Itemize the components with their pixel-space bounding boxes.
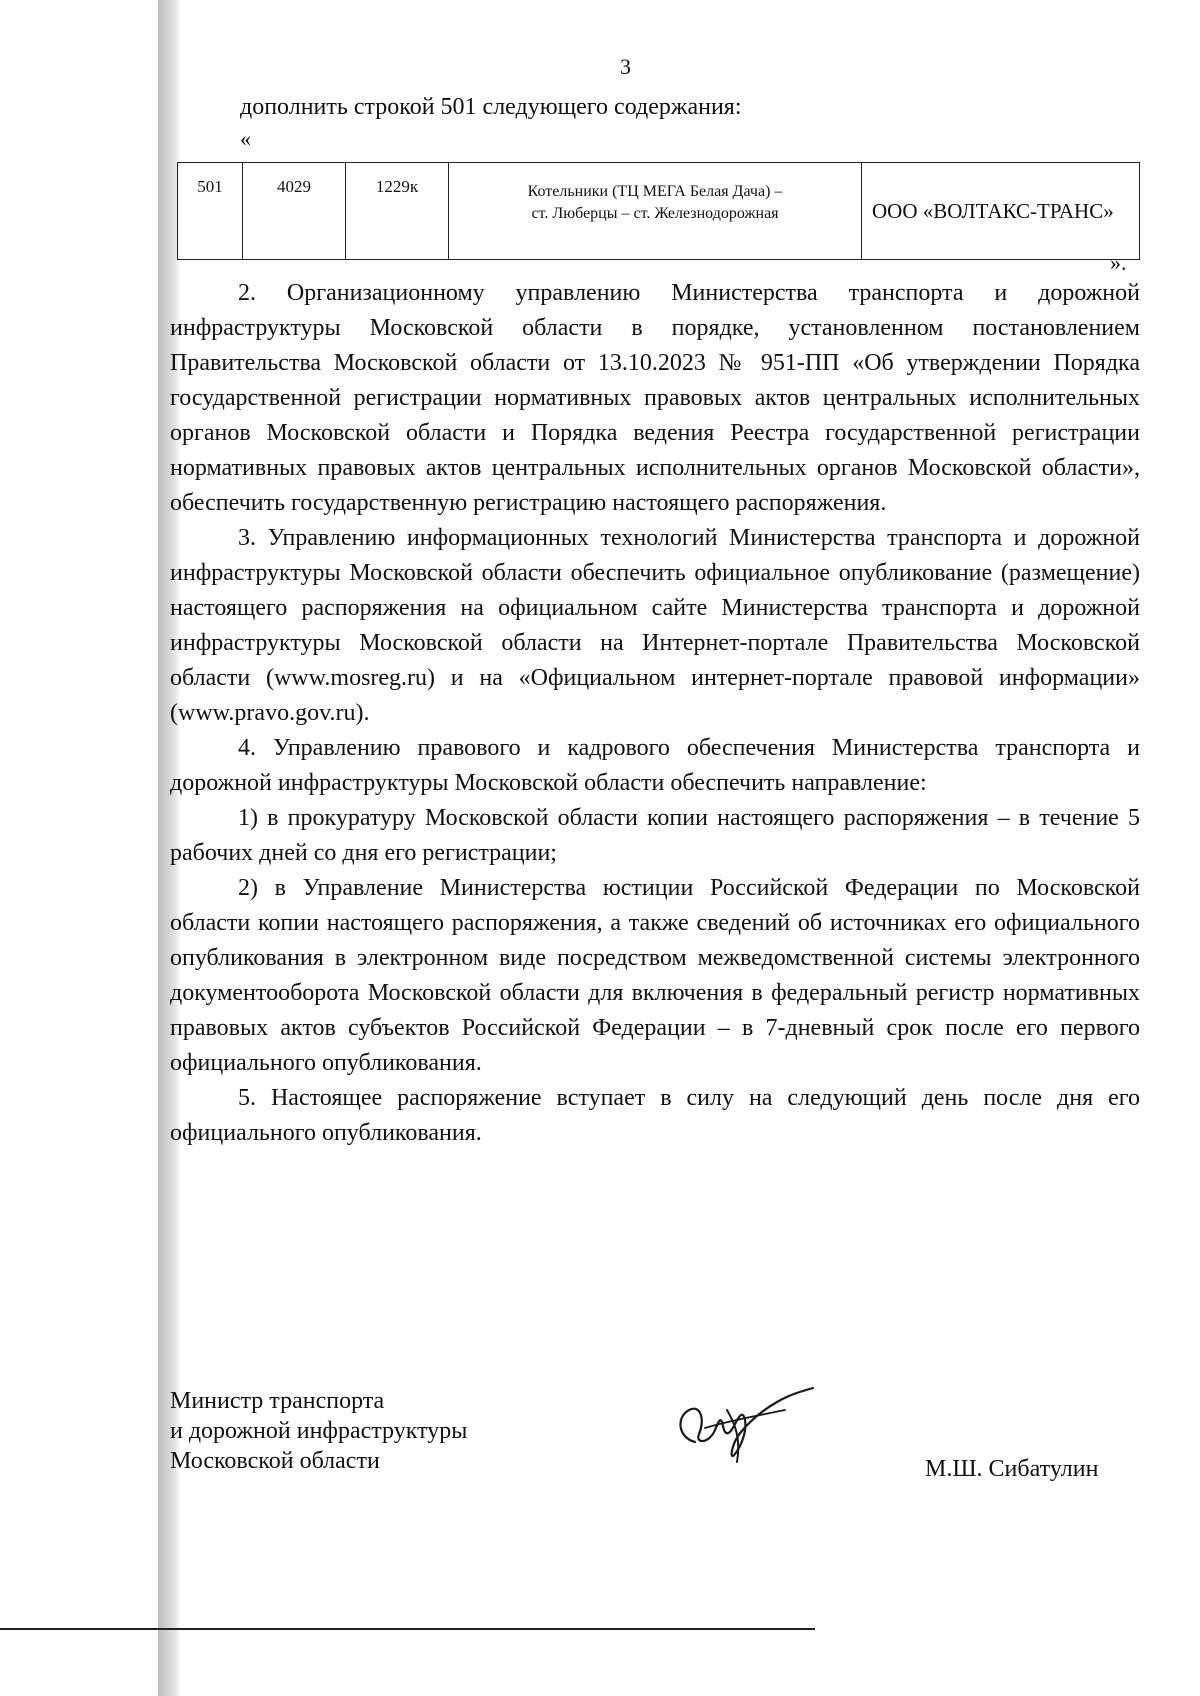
cell-row-number: 501 <box>178 163 243 260</box>
paragraph-4: 4. Управлению правового и кадрового обеспечения Министерства транспорта и дорожной инфраструктуры Московской области обеспечить направление: <box>170 735 1140 796</box>
bottom-divider <box>0 1628 815 1630</box>
cell-registry-code: 4029 <box>243 163 346 260</box>
paragraph-5: 5. Настоящее распоряжение вступает в силу на следующий день после дня его официального опубликования. <box>170 1085 1140 1146</box>
route-path-line2: ст. Люберцы – ст. Железнодорожная <box>531 205 779 222</box>
closing-quote: ». <box>1110 250 1127 275</box>
cell-route-path <box>449 163 862 260</box>
paragraph-4-item-2: 2) в Управление Министерства юстиции Российской Федерации по Московской области копии настоящего распоряжения, а также сведений об источниках его официального опубликования в электронном виде посредством межведомственной системы электронного документооборота Московской области для включения в федеральный регистр нормативных правовых актов субъектов Российской Федерации – в 7-дневный срок после его первого официального опубликования. <box>170 875 1140 1076</box>
intro-line: дополнить строкой 501 следующего содержания: <box>240 94 742 120</box>
signatory-title <box>170 1386 467 1476</box>
signatory-title-line1: Министр транспорта <box>170 1388 385 1414</box>
cell-carrier: ООО «ВОЛТАКС-ТРАНС» <box>862 163 1140 260</box>
paragraph-4-item-1: 1) в прокуратуру Московской области копии настоящего распоряжения – в течение 5 рабочих дней со дня его регистрации; <box>170 805 1140 866</box>
opening-quote: « <box>240 126 251 151</box>
document-body <box>170 276 1140 1151</box>
route-path-line1: Котельники (ТЦ МЕГА Белая Дача) – <box>527 183 783 200</box>
table-row <box>178 163 1140 260</box>
handwritten-signature <box>665 1380 825 1480</box>
signatory-name: М.Ш. Сибатулин <box>925 1456 1099 1482</box>
paragraph-2: 2. Организационному управлению Министерства транспорта и дорожной инфраструктуры Московской области в порядке, установленном постановлением Правительства Московской области от 13.10.2023 № 951-ПП «Об утверждении Порядка государственной регистрации нормативных правовых актов центральных исполнительных органов Московской области и Порядка ведения Реестра государственной регистрации нормативных правовых актов центральных исполнительных органов Московской области», обеспечить государственную регистрацию настоящего распоряжения. <box>170 280 1140 516</box>
route-table <box>177 162 1140 260</box>
paragraph-3: 3. Управлению информационных технологий Министерства транспорта и дорожной инфраструктуры Московской области обеспечить официальное опубликование (размещение) настоящего распоряжения на официальном сайте Министерства транспорта и дорожной инфраструктуры Московской области на Интернет-портале Правительства Московской области (www.mosreg.ru) и на «Официальном интернет-портале правовой информации» (www.pravo.gov.ru). <box>170 525 1140 726</box>
cell-route-number: 1229к <box>346 163 449 260</box>
signatory-title-line3: Московской области <box>170 1448 380 1474</box>
page-number: 3 <box>620 54 631 79</box>
signatory-title-line2: и дорожной инфраструктуры <box>170 1418 468 1444</box>
